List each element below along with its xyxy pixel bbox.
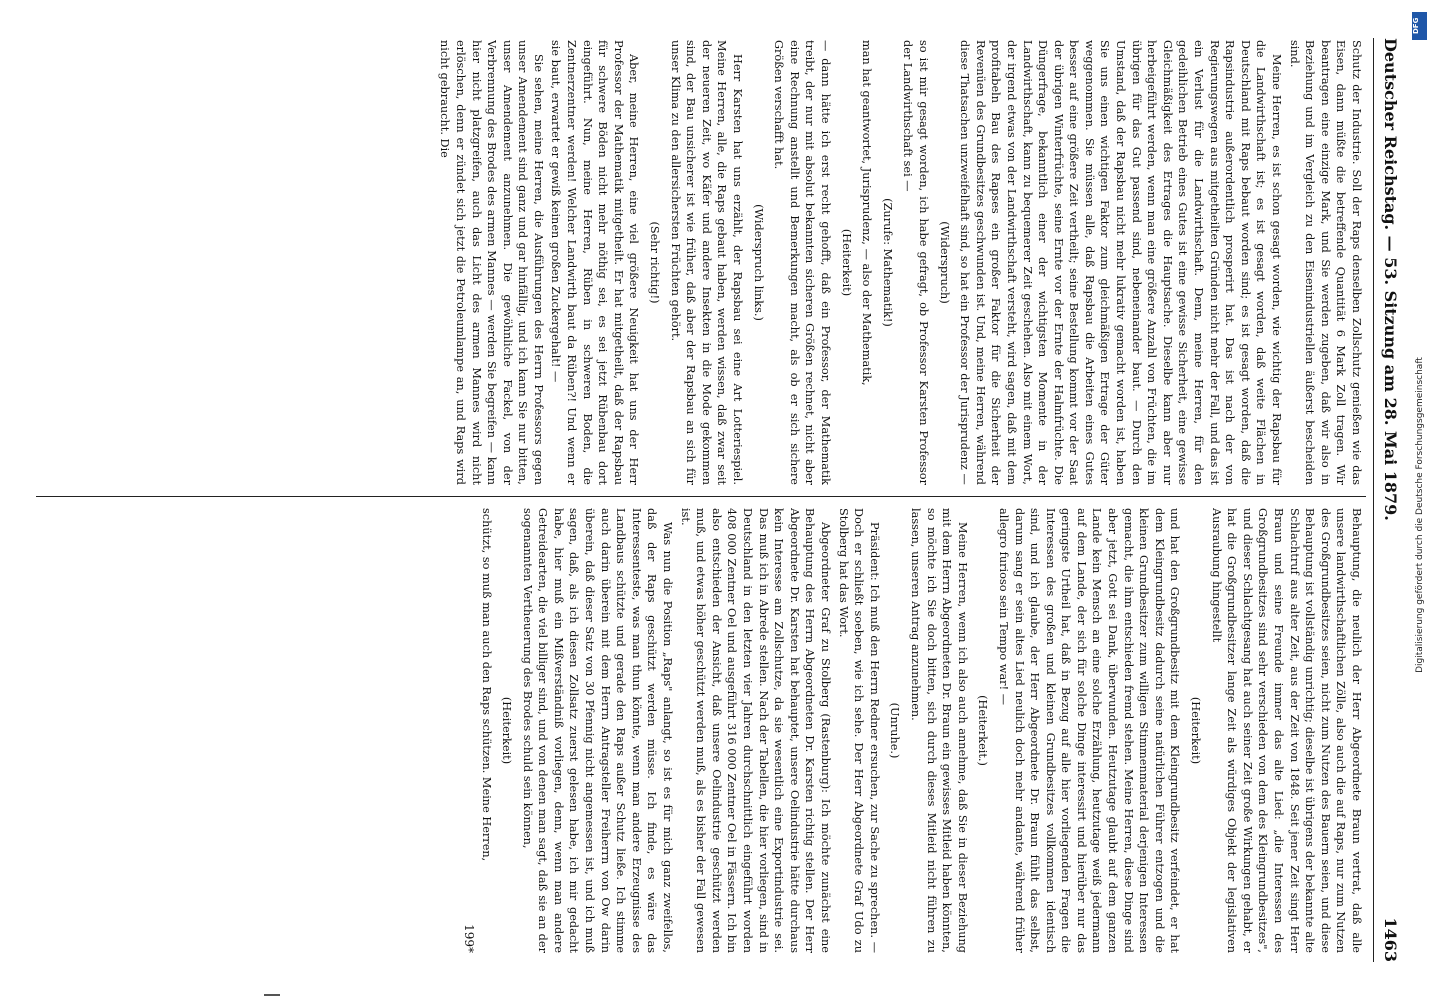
paragraph: Schutz der Industrie. Soll der Raps denselben Zollschutz genießen wie das Eisen, dann müßte die betreffende Quantität 6 Mark Zoll tragen. Wir beantragen eine einzige Mark, und Sie werden zugeben, daß wir also in Beziehung und im Vergleich zu den Eisenindustriellen äußerst bescheiden sind.: [1287, 40, 1363, 485]
page-number: 1463: [1381, 917, 1400, 962]
paragraph: Sie sehen, meine Herren, die Ausführungen des Herrn Professors gegen unser Amendement sind ganz und gar hinfällig, und ich kann Sie nur bitten, unser Amendement anzunehmen. Die gewöhnliche Fackel, von der Verbrennung des Brodes des armen Mannes — werden Sie begreifen — kann hier nicht platzgreifen, auch das Licht des armen Mannes wird nicht erlöschen, denn er zündet sich jetzt die Petroleumlampe an, und Raps wird nicht gebraucht. Die: [438, 40, 545, 485]
rotated-page: [26, 30, 1406, 970]
paragraph: Präsident: Ich muß den Herrn Redner ersuchen, zur Sache zu sprechen. — Doch er schließt soeben, wie ich sehe. Der Herr Abgeordnete Graf Udo zu Stolberg hat das Wort.: [836, 508, 881, 953]
right-column: [40, 508, 1364, 953]
interjection: (Widerspruch links.): [751, 204, 765, 321]
paragraph: Abgeordneter Graf zu Stolberg (Rastenburg): Ich möchte zunächst eine Behauptung des Herrn Abgeordneten Dr. Karsten richtig stellen. Der Herr Abgeordnete Dr. Karsten hat behauptet, unsere Oelindustrie hätte durchaus kein Interesse am Zollschutze, da sie wesentlich eine Exportindustrie sei. Das muß ich in Abrede stellen. Nach der Tabellen, die hier vorliegen, sind in Deutschland in den letzten vier Jahren durchschnittlich eingeführt worden 408 000 Zentner Oel und ausgeführt 316 000 Zentner Oel in Fässern. Ich bin also entschieden der Ansicht, daß unsere Oelindustrie geschützt werden muß, und etwas höher geschützt werden muß, als es bisher der Fall gewesen ist.: [678, 508, 832, 953]
paragraph: Aber, meine Herren, eine viel größere Neuigkeit hat uns der Herr Professor der Mathematik mitgetheilt. Er hat mitgetheilt, daß der Rapsbau für schwere Böden nicht mehr nöthig sei, es sei jetzt Rübenbau dort eingeführt. Nun, meine Herren, Rüben in schweren Boden, die Zentnerzentner werden! Welcher Landwirth baut da Rüben?! Und wenn er sie baut, erwartet er gewiß keinen großen Zuckergehalt! —: [549, 40, 641, 485]
paragraph: Was nun die Position „Raps" anlangt, so ist es für mich ganz zweifellos, daß der Raps geschützt werden müsse. Ich finde, es wäre das Interessenteste, was man thun könnte, wenn man andere Erzeugnisse des Landbaus schützte und gerade den Raps außer Schutz ließe. Ich stimme auch darin überein mit dem Herrn Antragsteller Freiherrn von Ow darin überein, daß dieser Satz von 30 Pfennig nicht angemessen ist, und ich muß sagen, daß, als ich diesen Zollsatz zuerst gelesen habe, ich mir gedacht habe, hier muß ein Mißverständniß vorliegen, denn, wenn man andere Getreidearten, die viel billiger sind, und von denen man sagt, daß sie an der sogenannten Vertheuerung des Brodes schuld sein können,: [520, 508, 675, 953]
paragraph: Meine Herren, es ist schon gesagt worden, wie wichtig der Rapsbau für die Landwirthschaft ist; es ist gesagt worden, daß weite Flächen in Deutschland mit Raps bebaut worden sind; es ist gesagt worden, daß die Rapsindustrie außerordentlich prosperirt hat. Das ist nach der von Regierungswegen aus mitgetheilten Gründen nicht mehr der Fall, und das ist ein Verlust für die Landwirthschaft. Denn, meine Herren, für den gedeihlichen Betrieb eines Gutes ist eine gewisse Sicherheit, eine gewisse Gleichmäßigkeit des Ertrages die Hauptsache. Dieselbe kann aber nur herbeigeführt werden, wenn man eine größere Anzahl von Früchten, die im übrigen für das Gut passend sind, nebeneinander baut. — Durch den Umstand, daß der Rapsbau nicht mehr lukrativ gemacht worden ist, haben Sie uns einen wichtigen Faktor zum gleichmäßigen Ertrage der Güter weggenommen. Sie müssen alle, daß Rapsbau die Arbeiten eines Gutes besser auf eine größere Zeit vertheilt; seine Bestellung kommt vor der Saat der übrigen Winterfrüchte, seine Ernte vor der Ernte der Halmfrüchte. Die Düngerfrage, bekanntlich einer der wichtigsten Momente in der Landwirthschaft, kann zu bequemerer Zeit geschehen. Also mit einem Wort, der irgend etwas von der Landwirthschaft versteht, wird sagen, daß mit dem profitabeln Bau des Rapses ein großer Faktor für die Sicherheit der Revenüen des Grundbesitzes geschwunden ist. Und, meine Herren, während diese Thatsachen unzweifelhaft sind, so hat ein Professor der Jurisprudenz —: [958, 40, 1284, 485]
interjection: (Zurufe: Mathematik!): [880, 198, 894, 327]
dfg-logo: DFG: [1412, 12, 1427, 40]
paragraph: man hat geantwortet, Jurisprudenz, — also der Mathematik,: [860, 40, 874, 386]
header-left: Deutscher Reichstag. — 53. Sitzung am 28. Mai 1879.: [1381, 38, 1400, 521]
interjection: (Heiterkeit): [1189, 696, 1203, 765]
paragraph: schützt, so muß man auch den Raps schützen. Meine Herren,: [479, 508, 493, 862]
page-header: [1376, 38, 1402, 962]
interjection: (Widerspruch): [937, 221, 951, 304]
interjection: (Unruhe.): [888, 702, 902, 759]
paragraph: und hat den Großgrundbesitz mit dem Kleingrundbesitz verfeindet, er hat dem Kleingrundbesitz dadurch seine natürlichen Führer entzogen und die kleinen Grundbesitzer zum willigen Stimmenmaterial derjenigen Interessen gemacht, die ihm entschieden fremd stehen. Meine Herren, diese Dinge sind aber jetzt, Gott sei Dank, überwunden. Heutzutage glaubt auf dem ganzen Lande kein Mensch an eine solche Erzählung, heutzutage weiß jedermann auf dem Lande, der sich für solche Dinge interessirt und hierüber nur das geringste Urtheil hat, daß in Bezug auf alle hier vorliegenden Fragen die Interessen des großen und kleinen Grundbesitzes vollkommen identisch sind, und ich glaube, der Herr Abgeordnete Dr. Braun fühlt das selbst, darum sang er sein altes Lied neulich doch mehr andante, während früher allegro furioso sein Tempo war! —: [996, 508, 1182, 953]
interjection: (Heiterkeit): [839, 228, 853, 297]
paragraph: — dann hätte ich erst recht gehofft, daß ein Professor, der Mathematik treibt, der nur mit absolut bekannten sicheren Größen rechnet, nicht aber eine Rechnung anstellt und Bemerkungen macht, als ob er sich sichere Größen verschafft hat.: [772, 40, 832, 485]
interjection: (Sehr richtig!): [648, 221, 662, 304]
interjection: (Heiterkeit.): [976, 695, 990, 766]
dfg-credit-text: Digitalisierung gefördert durch die Deutsche Forschungsgemeinschaft: [1415, 357, 1425, 673]
dfg-credit-strip: [1410, 17, 1430, 970]
scan-speck: [264, 994, 280, 996]
paragraph: so ist mir gesagt worden, ich habe gefragt, ob Professor Karsten Professor der Landwirthschaft sei —: [901, 40, 930, 485]
column-divider: [36, 496, 1366, 497]
interjection: (Heiterkeit): [500, 696, 514, 765]
header-rule: [1373, 38, 1374, 962]
left-column: [40, 40, 1364, 485]
signature-mark: 199*: [461, 924, 476, 953]
paragraph: Behauptung, die neulich der Herr Abgeordnete Braun vertrat, daß alle unsere landwirthschaftlichen Zölle, also auch die auf Raps, nur zum Nutzen des Großgrundbesitzes seien, nicht zum Nutzen des Bauern seien, und diese Behauptung ist vollständig unrichtig; dieselbe ist übrigens der bekannte alte Schlachtruf aus alter Zeit, aus der Zeit von 1848. Seit jener Zeit singt Herr Braun und seine Freunde immer das alte Lied: „die Interessen des Großgrundbesitzes sind sehr verschieden von dem des Kleingrundbesitzes", und dieser Schlachtgesang hat auch seiner Zeit große Wirkungen gehabt, er hat die Großgrundbesitzer lange Zeit als würdiges Objekt der legislativen Ausraubung hingestellt: [1209, 508, 1363, 953]
paragraph: Meine Herren, wenn ich also auch annehme, daß Sie in dieser Beziehung mit dem Herrn Abgeordneten Dr. Braun ein gewisses Mitleid haben könnten, so möchte ich Sie doch bitten, sich durch dieses Mitleid nicht führen zu lassen, unseren Antrag anzunehmen.: [908, 508, 969, 953]
paragraph: Herr Karsten hat uns erzählt, der Rapsbau sei eine Art Lotteriespiel. Meine Herren, alle, die Raps gebaut haben, werden wissen, daß zwar seit der neueren Zeit, wo Käfer und andere Insekten in die Mode gekommen sind, der Bau unsicherer ist wie früher, daß aber der Rapsbau an sich für unser Klima zu den allersichersten Früchten gehört.: [668, 40, 745, 485]
